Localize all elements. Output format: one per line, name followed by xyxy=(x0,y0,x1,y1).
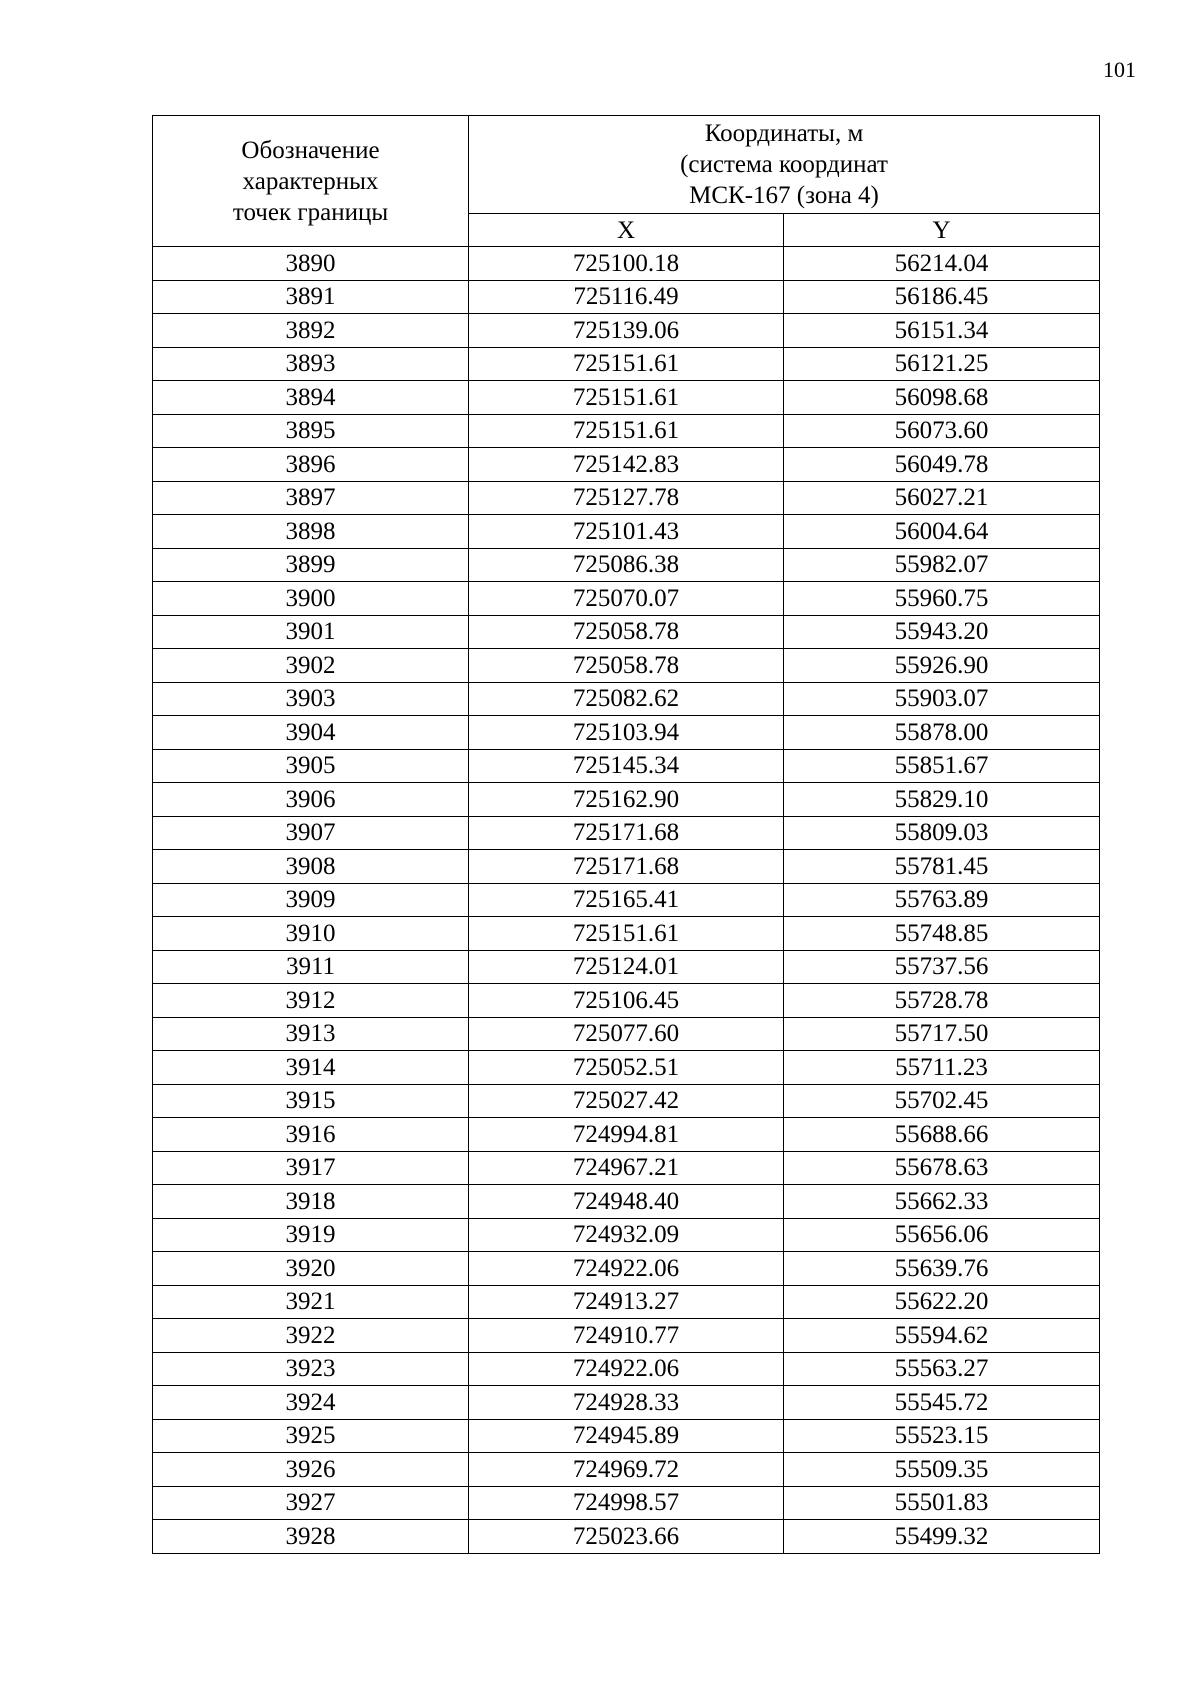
table-row xyxy=(153,950,1100,984)
x-coordinate-cell: 724910.77 xyxy=(469,1319,784,1353)
point-id-cell: 3898 xyxy=(153,515,469,549)
table-row xyxy=(153,1118,1100,1152)
table-row xyxy=(153,883,1100,917)
y-coordinate-cell: 56027.21 xyxy=(784,481,1100,515)
x-coordinate-cell: 725058.78 xyxy=(469,649,784,683)
table-row xyxy=(153,1453,1100,1487)
table-row xyxy=(153,1419,1100,1453)
x-coordinate-cell: 725027.42 xyxy=(469,1084,784,1118)
table-row xyxy=(153,1218,1100,1252)
point-id-cell: 3899 xyxy=(153,548,469,582)
x-column-header: X xyxy=(469,214,784,247)
point-designation-header xyxy=(153,116,469,247)
y-coordinate-cell: 55982.07 xyxy=(784,548,1100,582)
point-id-cell: 3893 xyxy=(153,347,469,381)
point-id-cell: 3890 xyxy=(153,247,469,281)
point-id-cell: 3896 xyxy=(153,448,469,482)
y-coordinate-cell: 56098.68 xyxy=(784,381,1100,415)
table-row xyxy=(153,682,1100,716)
point-id-cell: 3921 xyxy=(153,1285,469,1319)
table-row xyxy=(153,1319,1100,1353)
point-header-line: Обозначение xyxy=(241,136,380,164)
x-coordinate-cell: 725127.78 xyxy=(469,481,784,515)
point-id-cell: 3927 xyxy=(153,1486,469,1520)
y-coordinate-cell: 55717.50 xyxy=(784,1017,1100,1051)
point-id-cell: 3906 xyxy=(153,783,469,817)
point-header-line: характерных xyxy=(242,167,379,195)
table-row xyxy=(153,749,1100,783)
x-coordinate-cell: 725082.62 xyxy=(469,682,784,716)
point-id-cell: 3920 xyxy=(153,1252,469,1286)
y-coordinate-cell: 55563.27 xyxy=(784,1352,1100,1386)
table-row xyxy=(153,1084,1100,1118)
point-id-cell: 3919 xyxy=(153,1218,469,1252)
table-row xyxy=(153,548,1100,582)
point-id-cell: 3916 xyxy=(153,1118,469,1152)
point-id-cell: 3892 xyxy=(153,314,469,348)
x-coordinate-cell: 724913.27 xyxy=(469,1285,784,1319)
point-id-cell: 3915 xyxy=(153,1084,469,1118)
table-row xyxy=(153,582,1100,616)
table-row xyxy=(153,481,1100,515)
y-coordinate-cell: 56004.64 xyxy=(784,515,1100,549)
y-coordinate-cell: 55688.66 xyxy=(784,1118,1100,1152)
table-row xyxy=(153,984,1100,1018)
x-coordinate-cell: 724922.06 xyxy=(469,1252,784,1286)
table-row xyxy=(153,917,1100,951)
x-coordinate-cell: 724994.81 xyxy=(469,1118,784,1152)
y-coordinate-cell: 55960.75 xyxy=(784,582,1100,616)
coords-header-line: МСК-167 (зона 4) xyxy=(689,182,879,209)
y-coordinate-cell: 55943.20 xyxy=(784,615,1100,649)
table-row xyxy=(153,1352,1100,1386)
x-coordinate-cell: 725171.68 xyxy=(469,850,784,884)
x-coordinate-cell: 725077.60 xyxy=(469,1017,784,1051)
table-row xyxy=(153,414,1100,448)
y-coordinate-cell: 55639.76 xyxy=(784,1252,1100,1286)
y-coordinate-cell: 55851.67 xyxy=(784,749,1100,783)
y-coordinate-cell: 55926.90 xyxy=(784,649,1100,683)
y-coordinate-cell: 55809.03 xyxy=(784,816,1100,850)
x-coordinate-cell: 725165.41 xyxy=(469,883,784,917)
point-id-cell: 3924 xyxy=(153,1386,469,1420)
table-row xyxy=(153,1285,1100,1319)
x-coordinate-cell: 725171.68 xyxy=(469,816,784,850)
point-id-cell: 3914 xyxy=(153,1051,469,1085)
table-row xyxy=(153,1386,1100,1420)
table-row xyxy=(153,1017,1100,1051)
y-coordinate-cell: 56049.78 xyxy=(784,448,1100,482)
point-id-cell: 3901 xyxy=(153,615,469,649)
coords-header-line: (система координат xyxy=(680,151,888,178)
table-row xyxy=(153,381,1100,415)
y-coordinate-cell: 56073.60 xyxy=(784,414,1100,448)
table-header-row xyxy=(153,116,1100,214)
y-coordinate-cell: 55678.63 xyxy=(784,1151,1100,1185)
table-row xyxy=(153,1520,1100,1554)
table-row xyxy=(153,783,1100,817)
y-coordinate-cell: 55545.72 xyxy=(784,1386,1100,1420)
y-column-header: Y xyxy=(784,214,1100,247)
point-id-cell: 3926 xyxy=(153,1453,469,1487)
y-coordinate-cell: 56121.25 xyxy=(784,347,1100,381)
x-coordinate-cell: 725101.43 xyxy=(469,515,784,549)
table-row xyxy=(153,280,1100,314)
point-id-cell: 3913 xyxy=(153,1017,469,1051)
table-body xyxy=(153,247,1100,1554)
table-row xyxy=(153,1051,1100,1085)
point-id-cell: 3922 xyxy=(153,1319,469,1353)
x-coordinate-cell: 725151.61 xyxy=(469,381,784,415)
x-coordinate-cell: 725162.90 xyxy=(469,783,784,817)
y-coordinate-cell: 55829.10 xyxy=(784,783,1100,817)
x-coordinate-cell: 724922.06 xyxy=(469,1352,784,1386)
table-row xyxy=(153,1151,1100,1185)
y-coordinate-cell: 55748.85 xyxy=(784,917,1100,951)
point-id-cell: 3917 xyxy=(153,1151,469,1185)
x-coordinate-cell: 725052.51 xyxy=(469,1051,784,1085)
table-row xyxy=(153,515,1100,549)
table-row xyxy=(153,448,1100,482)
point-id-cell: 3910 xyxy=(153,917,469,951)
point-id-cell: 3912 xyxy=(153,984,469,1018)
point-id-cell: 3900 xyxy=(153,582,469,616)
coordinates-table xyxy=(152,115,1100,1554)
x-coordinate-cell: 724945.89 xyxy=(469,1419,784,1453)
x-coordinate-cell: 725100.18 xyxy=(469,247,784,281)
y-coordinate-cell: 55662.33 xyxy=(784,1185,1100,1219)
coordinates-header xyxy=(469,116,1100,214)
x-coordinate-cell: 725103.94 xyxy=(469,716,784,750)
point-id-cell: 3918 xyxy=(153,1185,469,1219)
y-coordinate-cell: 55711.23 xyxy=(784,1051,1100,1085)
y-coordinate-cell: 55499.32 xyxy=(784,1520,1100,1554)
y-coordinate-cell: 55737.56 xyxy=(784,950,1100,984)
y-coordinate-cell: 55781.45 xyxy=(784,850,1100,884)
x-coordinate-cell: 724967.21 xyxy=(469,1151,784,1185)
table-row xyxy=(153,850,1100,884)
x-coordinate-cell: 725124.01 xyxy=(469,950,784,984)
point-id-cell: 3911 xyxy=(153,950,469,984)
x-coordinate-cell: 725086.38 xyxy=(469,548,784,582)
x-coordinate-cell: 725145.34 xyxy=(469,749,784,783)
point-id-cell: 3895 xyxy=(153,414,469,448)
y-coordinate-cell: 55509.35 xyxy=(784,1453,1100,1487)
y-coordinate-cell: 55622.20 xyxy=(784,1285,1100,1319)
table-row xyxy=(153,615,1100,649)
x-coordinate-cell: 725151.61 xyxy=(469,347,784,381)
x-coordinate-cell: 725116.49 xyxy=(469,280,784,314)
point-header-line: точек границы xyxy=(232,198,389,226)
point-id-cell: 3904 xyxy=(153,716,469,750)
x-coordinate-cell: 725070.07 xyxy=(469,582,784,616)
x-coordinate-cell: 725106.45 xyxy=(469,984,784,1018)
table-row xyxy=(153,1486,1100,1520)
point-id-cell: 3928 xyxy=(153,1520,469,1554)
x-coordinate-cell: 724928.33 xyxy=(469,1386,784,1420)
table-row xyxy=(153,649,1100,683)
x-coordinate-cell: 725142.83 xyxy=(469,448,784,482)
point-id-cell: 3923 xyxy=(153,1352,469,1386)
x-coordinate-cell: 724948.40 xyxy=(469,1185,784,1219)
x-coordinate-cell: 725058.78 xyxy=(469,615,784,649)
point-id-cell: 3905 xyxy=(153,749,469,783)
y-coordinate-cell: 55594.62 xyxy=(784,1319,1100,1353)
x-coordinate-cell: 725151.61 xyxy=(469,917,784,951)
point-id-cell: 3925 xyxy=(153,1419,469,1453)
x-coordinate-cell: 724998.57 xyxy=(469,1486,784,1520)
table-row xyxy=(153,1185,1100,1219)
y-coordinate-cell: 55903.07 xyxy=(784,682,1100,716)
point-id-cell: 3897 xyxy=(153,481,469,515)
point-id-cell: 3908 xyxy=(153,850,469,884)
y-coordinate-cell: 55702.45 xyxy=(784,1084,1100,1118)
coords-header-line: Координаты, м xyxy=(704,120,864,147)
point-id-cell: 3894 xyxy=(153,381,469,415)
table-row xyxy=(153,347,1100,381)
table-row xyxy=(153,1252,1100,1286)
point-id-cell: 3909 xyxy=(153,883,469,917)
y-coordinate-cell: 56186.45 xyxy=(784,280,1100,314)
point-id-cell: 3902 xyxy=(153,649,469,683)
y-coordinate-cell: 56151.34 xyxy=(784,314,1100,348)
page-number: 101 xyxy=(1103,57,1136,82)
y-coordinate-cell: 55878.00 xyxy=(784,716,1100,750)
x-coordinate-cell: 724969.72 xyxy=(469,1453,784,1487)
y-coordinate-cell: 55501.83 xyxy=(784,1486,1100,1520)
table-row xyxy=(153,314,1100,348)
y-coordinate-cell: 55763.89 xyxy=(784,883,1100,917)
table-row xyxy=(153,816,1100,850)
x-coordinate-cell: 725151.61 xyxy=(469,414,784,448)
y-coordinate-cell: 55523.15 xyxy=(784,1419,1100,1453)
y-coordinate-cell: 55728.78 xyxy=(784,984,1100,1018)
point-id-cell: 3903 xyxy=(153,682,469,716)
x-coordinate-cell: 724932.09 xyxy=(469,1218,784,1252)
table-row xyxy=(153,247,1100,281)
y-coordinate-cell: 55656.06 xyxy=(784,1218,1100,1252)
point-id-cell: 3907 xyxy=(153,816,469,850)
x-coordinate-cell: 725139.06 xyxy=(469,314,784,348)
point-id-cell: 3891 xyxy=(153,280,469,314)
x-coordinate-cell: 725023.66 xyxy=(469,1520,784,1554)
y-coordinate-cell: 56214.04 xyxy=(784,247,1100,281)
table-row xyxy=(153,716,1100,750)
